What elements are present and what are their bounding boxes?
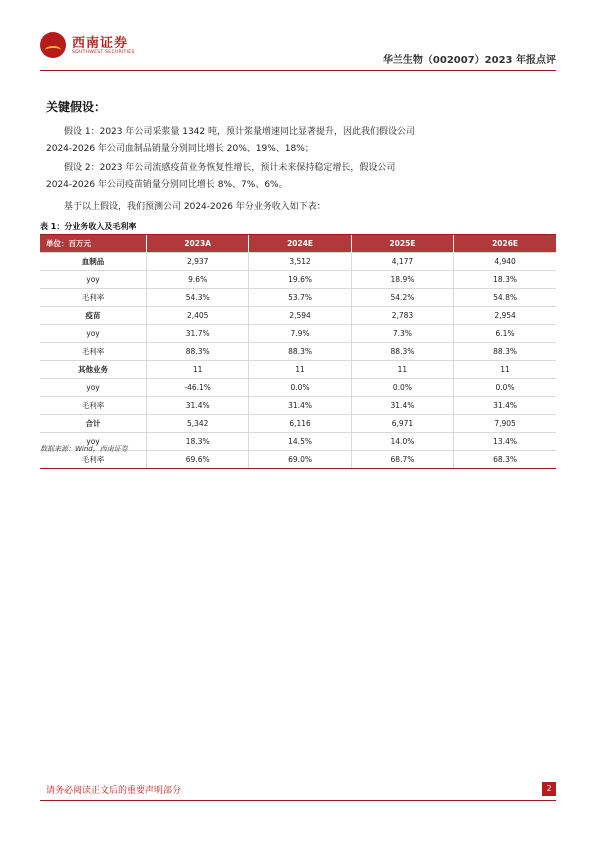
table-cell: 54.2% — [351, 289, 453, 307]
row-label: 疫苗 — [40, 307, 147, 325]
table-cell: 69.6% — [147, 451, 249, 469]
table-row — [40, 415, 556, 433]
assumption-2 — [46, 160, 554, 193]
table-cell: 13.4% — [454, 433, 556, 451]
table-cell: 11 — [351, 361, 453, 379]
table-cell: 68.7% — [351, 451, 453, 469]
footer-notice: 请务必阅读正文后的重要声明部分 — [46, 786, 182, 796]
logo-text-cn: 西南证券 — [72, 36, 129, 51]
table-row — [40, 343, 556, 361]
header-cell: 单位：百万元 — [40, 235, 147, 253]
paragraph-line: 2024-2026 年公司血制品销量分别同比增长 20%、19%、18%； — [46, 143, 314, 154]
table-cell: 11 — [249, 361, 351, 379]
row-label: 合计 — [40, 415, 147, 433]
row-label: yoy — [40, 379, 147, 397]
table-cell: 11 — [147, 361, 249, 379]
table-cell: 9.6% — [147, 271, 249, 289]
table-row — [40, 289, 556, 307]
page-number: 2 — [542, 782, 556, 796]
table-cell: 31.4% — [454, 397, 556, 415]
header-cell: 2025E — [351, 235, 453, 253]
table-cell: 4,177 — [351, 253, 453, 271]
table-row — [40, 379, 556, 397]
table-cell: 88.3% — [249, 343, 351, 361]
table-cell: 54.3% — [147, 289, 249, 307]
revenue-table — [40, 234, 556, 469]
report-title: 华兰生物（002007）2023 年报点评 — [382, 55, 556, 66]
table-cell: 5,342 — [147, 415, 249, 433]
table-cell: 18.3% — [147, 433, 249, 451]
table-cell: 6.1% — [454, 325, 556, 343]
table-cell: 7.3% — [351, 325, 453, 343]
table-cell: 2,594 — [249, 307, 351, 325]
table-cell: 54.8% — [454, 289, 556, 307]
table-row — [40, 253, 556, 271]
table-cell: 0.0% — [249, 379, 351, 397]
logo-sun-icon — [40, 32, 66, 58]
section-title: 关键假设： — [46, 100, 107, 114]
table-cell: 14.0% — [351, 433, 453, 451]
table-cell: 88.3% — [147, 343, 249, 361]
table-cell: 88.3% — [351, 343, 453, 361]
company-logo — [40, 30, 180, 64]
paragraph-line: 2024-2026 年公司疫苗销量分别同比增长 8%、7%、6%。 — [46, 179, 288, 190]
table-cell: 0.0% — [454, 379, 556, 397]
paragraph-line: 基于以上假设，我们预测公司 2024-2026 年分业务收入如下表： — [64, 202, 326, 212]
table-cell: 4,940 — [454, 253, 556, 271]
table-cell: 0.0% — [351, 379, 453, 397]
table-row — [40, 397, 556, 415]
assumption-1 — [46, 124, 554, 157]
table-cell: 18.3% — [454, 271, 556, 289]
footer-divider — [40, 800, 556, 801]
table-cell: 19.6% — [249, 271, 351, 289]
logo-text-en: SOUTHWEST SECURITIES — [72, 50, 135, 55]
forecast-intro — [46, 199, 554, 216]
table-cell: 2,783 — [351, 307, 453, 325]
header-cell: 2024E — [249, 235, 351, 253]
row-label: 血制品 — [40, 253, 147, 271]
table-cell: 2,405 — [147, 307, 249, 325]
table-cell: 69.0% — [249, 451, 351, 469]
table-cell: 31.4% — [351, 397, 453, 415]
table-cell: -46.1% — [147, 379, 249, 397]
row-label: 其他业务 — [40, 361, 147, 379]
table-row — [40, 361, 556, 379]
header-cell: 2023A — [147, 235, 249, 253]
table-caption: 表 1：分业务收入及毛利率 — [40, 222, 137, 231]
row-label: 毛利率 — [40, 397, 147, 415]
table-cell: 2,954 — [454, 307, 556, 325]
paragraph-line: 假设 1：2023 年公司采浆量 1342 吨，预计浆量增速同比显著提升，因此我们假设公司 — [64, 127, 415, 137]
page-header — [40, 28, 556, 71]
table-cell: 6,116 — [249, 415, 351, 433]
table-cell: 6,971 — [351, 415, 453, 433]
table-cell: 31.4% — [249, 397, 351, 415]
table-cell: 18.9% — [351, 271, 453, 289]
row-label: yoy — [40, 325, 147, 343]
row-label: yoy — [40, 433, 147, 451]
table-cell: 11 — [454, 361, 556, 379]
table-cell: 53.7% — [249, 289, 351, 307]
table-cell: 88.3% — [454, 343, 556, 361]
table-row — [40, 325, 556, 343]
paragraph-line: 假设 2：2023 年公司流感疫苗业务恢复性增长，预计未来保持稳定增长，假设公司 — [64, 163, 396, 173]
row-label: 毛利率 — [40, 343, 147, 361]
table-row — [40, 307, 556, 325]
row-label: 毛利率 — [40, 289, 147, 307]
table-row — [40, 271, 556, 289]
table-cell: 31.7% — [147, 325, 249, 343]
table-cell: 3,512 — [249, 253, 351, 271]
header-cell: 2026E — [454, 235, 556, 253]
table-cell: 14.5% — [249, 433, 351, 451]
table-cell: 7,905 — [454, 415, 556, 433]
row-label: 毛利率 — [40, 451, 147, 469]
table-header-row — [40, 235, 556, 253]
table-cell: 7.9% — [249, 325, 351, 343]
table-cell: 2,937 — [147, 253, 249, 271]
row-label: yoy — [40, 271, 147, 289]
data-source: 数据来源：Wind，西南证券 — [40, 445, 128, 453]
table-cell: 31.4% — [147, 397, 249, 415]
table-cell: 68.3% — [454, 451, 556, 469]
